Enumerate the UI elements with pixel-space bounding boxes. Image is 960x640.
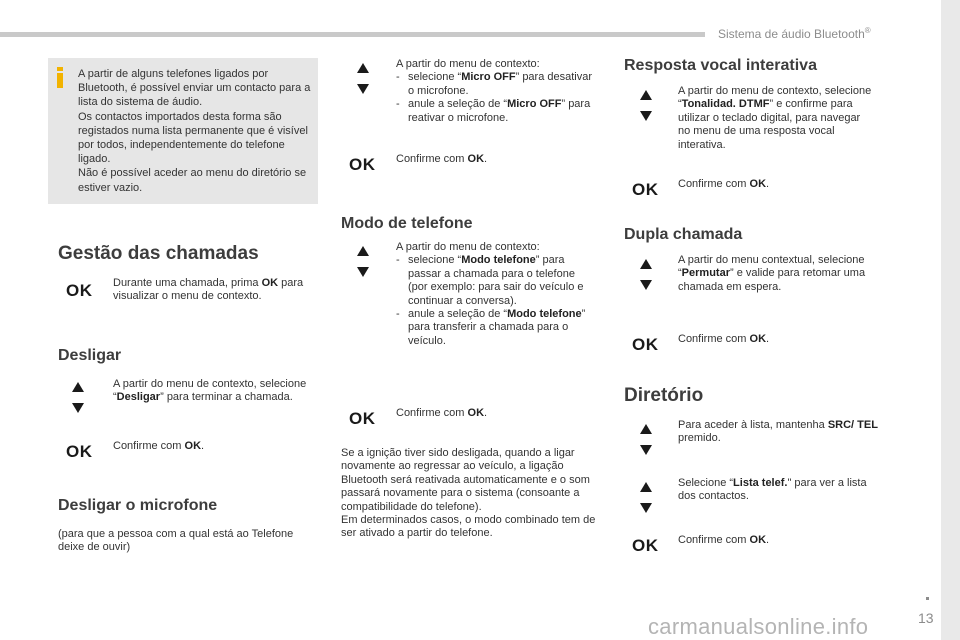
info-text: A partir de alguns telefones ligados por Bluetooth, é possível enviar um contacto para a lista do sistema de áudio. Os contactos importados desta forma são registados numa lista permanente que é visível por todos, independentemente do telefone ligado. Não é possível aceder ao menu do diretório se estiver vazio. — [78, 68, 311, 194]
ok-button-icon: OK — [66, 281, 93, 300]
header-title: Sistema de áudio Bluetooth — [718, 27, 865, 41]
up-down-arrows-icon — [640, 482, 654, 518]
section-title-desligar: Desligar — [58, 347, 122, 364]
info-box — [48, 58, 318, 204]
page-number: 13 — [918, 610, 934, 626]
confirm-text: Confirme com OK. — [678, 534, 770, 546]
confirm-text: Confirme com OK. — [678, 333, 770, 345]
microfone-note: (para que a pessoa com a qual está ao Telefone deixe de ouvir) — [58, 528, 294, 554]
page-marker-dot — [926, 597, 929, 600]
ok-button-icon: OK — [632, 180, 659, 199]
lista-telef-step-text: Selecione “Lista telef." para ver a lista dos contactos. — [678, 477, 867, 503]
up-down-arrows-icon — [357, 63, 371, 99]
intro-text: Durante uma chamada, prima OK para visualizar o menu de contexto. — [113, 277, 304, 303]
ok-button-icon: OK — [66, 442, 93, 461]
up-down-arrows-icon — [72, 382, 86, 418]
ignition-note: Se a ignição tiver sido desligada, quando a ligar novamente ao regressar ao veículo, a ligação Bluetooth será reativada automaticamente e o som passará novamente para o sistema (consoante a compatibilidade do telefone). Em determinados casos, o modo combinado tem de ser ativado a partir do telefone. — [341, 447, 596, 540]
side-tab — [941, 0, 960, 640]
section-title-resposta-vocal: Resposta vocal interativa — [624, 57, 817, 74]
section-title-diretorio: Diretório — [624, 385, 704, 406]
ok-button-icon: OK — [349, 155, 376, 174]
confirm-text: Confirme com OK. — [113, 440, 205, 452]
up-down-arrows-icon — [640, 424, 654, 460]
confirm-text: Confirme com OK. — [396, 407, 488, 419]
dtmf-step-text: A partir do menu de contexto, selecione “Tonalidad. DTMF” e confirme para utilizar o teclado digital, para navegar no menu de uma resposta vocal interativa. — [678, 85, 872, 151]
header-rule — [0, 32, 705, 37]
desligar-step-text: A partir do menu de contexto, selecione “Desligar” para terminar a chamada. — [113, 378, 307, 404]
section-title-gestao: Gestão das chamadas — [58, 243, 259, 264]
src-tel-step-text: Para aceder à lista, mantenha SRC/ TEL premido. — [678, 419, 878, 445]
up-down-arrows-icon — [640, 90, 654, 126]
info-icon — [57, 67, 63, 88]
confirm-text: Confirme com OK. — [396, 153, 488, 165]
ok-button-icon: OK — [632, 335, 659, 354]
section-title-microfone: Desligar o microfone — [58, 497, 218, 514]
ok-button-icon: OK — [632, 536, 659, 555]
section-title-dupla-chamada: Dupla chamada — [624, 226, 743, 243]
confirm-text: Confirme com OK. — [678, 178, 770, 190]
registered-mark: ® — [864, 26, 871, 35]
up-down-arrows-icon — [357, 246, 371, 282]
page-header — [718, 26, 871, 41]
section-title-modo-telefone: Modo de telefone — [341, 215, 473, 232]
up-down-arrows-icon — [640, 259, 654, 295]
permutar-step-text: A partir do menu contextual, selecione “Permutar” e valide para retomar uma chamada em espera. — [678, 254, 866, 293]
micro-off-instructions: A partir do menu de contexto: - selecione “Micro OFF” para desativar o microfone. - anule a seleção de “Micro OFF” para reativar o microfone. — [396, 58, 593, 124]
ok-button-icon: OK — [349, 409, 376, 428]
watermark: carmanualsonline.info — [648, 614, 869, 639]
modo-telefone-instructions: A partir do menu de contexto: - selecione “Modo telefone” para passar a chamada para o telefone (por exemplo: para sair do veículo e continuar a conversa). - anule a seleção de “Modo telefone” para transferir a chamada para o veículo. — [396, 241, 586, 347]
